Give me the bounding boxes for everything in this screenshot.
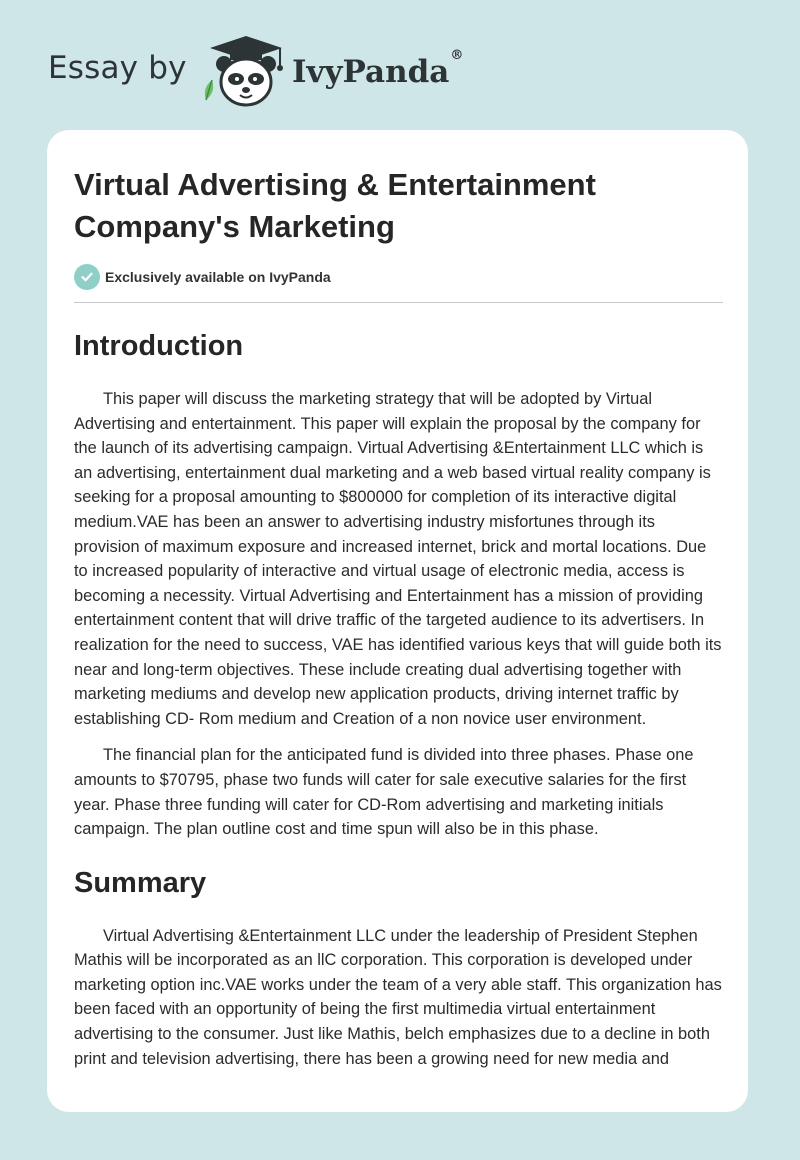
section-heading-introduction: Introduction bbox=[74, 330, 244, 362]
paragraph: The financial plan for the anticipated fund is divided into three phases. Phase one amounts to $70795, phase two funds will cater for sale executive salaries for the first year. Phase three funding will cater for CD-Rom advertising and marketing initials campaign. The plan outline cost and time spun will also be in this phase. bbox=[74, 746, 694, 839]
brand-prefix: Essay by bbox=[48, 50, 187, 86]
exclusive-label: Exclusively available on IvyPanda bbox=[105, 268, 331, 285]
divider bbox=[74, 302, 723, 303]
check-icon bbox=[74, 264, 100, 290]
panda-logo-icon[interactable] bbox=[200, 34, 292, 110]
section-heading-summary: Summary bbox=[74, 866, 207, 899]
registered-mark: ® bbox=[450, 48, 464, 63]
paragraph: Virtual Advertising &Entertainment LLC under the leadership of President Stephen Mathis will be incorporated as an llC corporation. This corporation is developed under marketing option inc.VAE works under the team of a very able staff. This organization has been faced with an opportunity of being the first multimedia virtual entertainment advertising to the consumer. Just like Mathis, belch emphasizes due to a decline in both print and television advertising, there has been a growing need for new media and bbox=[74, 926, 722, 1068]
paragraph: This paper will discuss the marketing strategy that will be adopted by Virtual Advertising and entertainment. This paper will explain the proposal by the company for the launch of its advertising campaign. Virtual Advertising &Entertainment LLC which is an advertising, entertainment dual marketing and a web based virtual reality company is seeking for a proposal amounting to $800000 for completion of its interactive digital medium.VAE has been an answer to advertising industry misfortunes through its provision of maximum exposure and increased internet, brick and mortal locations. Due to increased popularity of interactive and virtual usage of electronic media, access is becoming a necessity. Virtual Advertising and Entertainment has a mission of providing entertainment content that will drive traffic of the targeted audience to its advertisers. In realization for the need to success, VAE has identified various keys that will guide both its near and long-term objectives. These include creating dual advertising together with marketing mediums and develop new application products, driving internet traffic by establishing CD- Rom medium and Creation of a non novice user environment. bbox=[74, 390, 722, 728]
article-body bbox=[74, 326, 724, 1071]
exclusive-badge bbox=[74, 263, 331, 290]
article-title: Virtual Advertising & Entertainment Company's Marketing bbox=[74, 167, 596, 244]
site-header bbox=[0, 0, 800, 130]
article-card bbox=[47, 130, 748, 1112]
brand-name: IvyPanda® bbox=[292, 48, 464, 90]
